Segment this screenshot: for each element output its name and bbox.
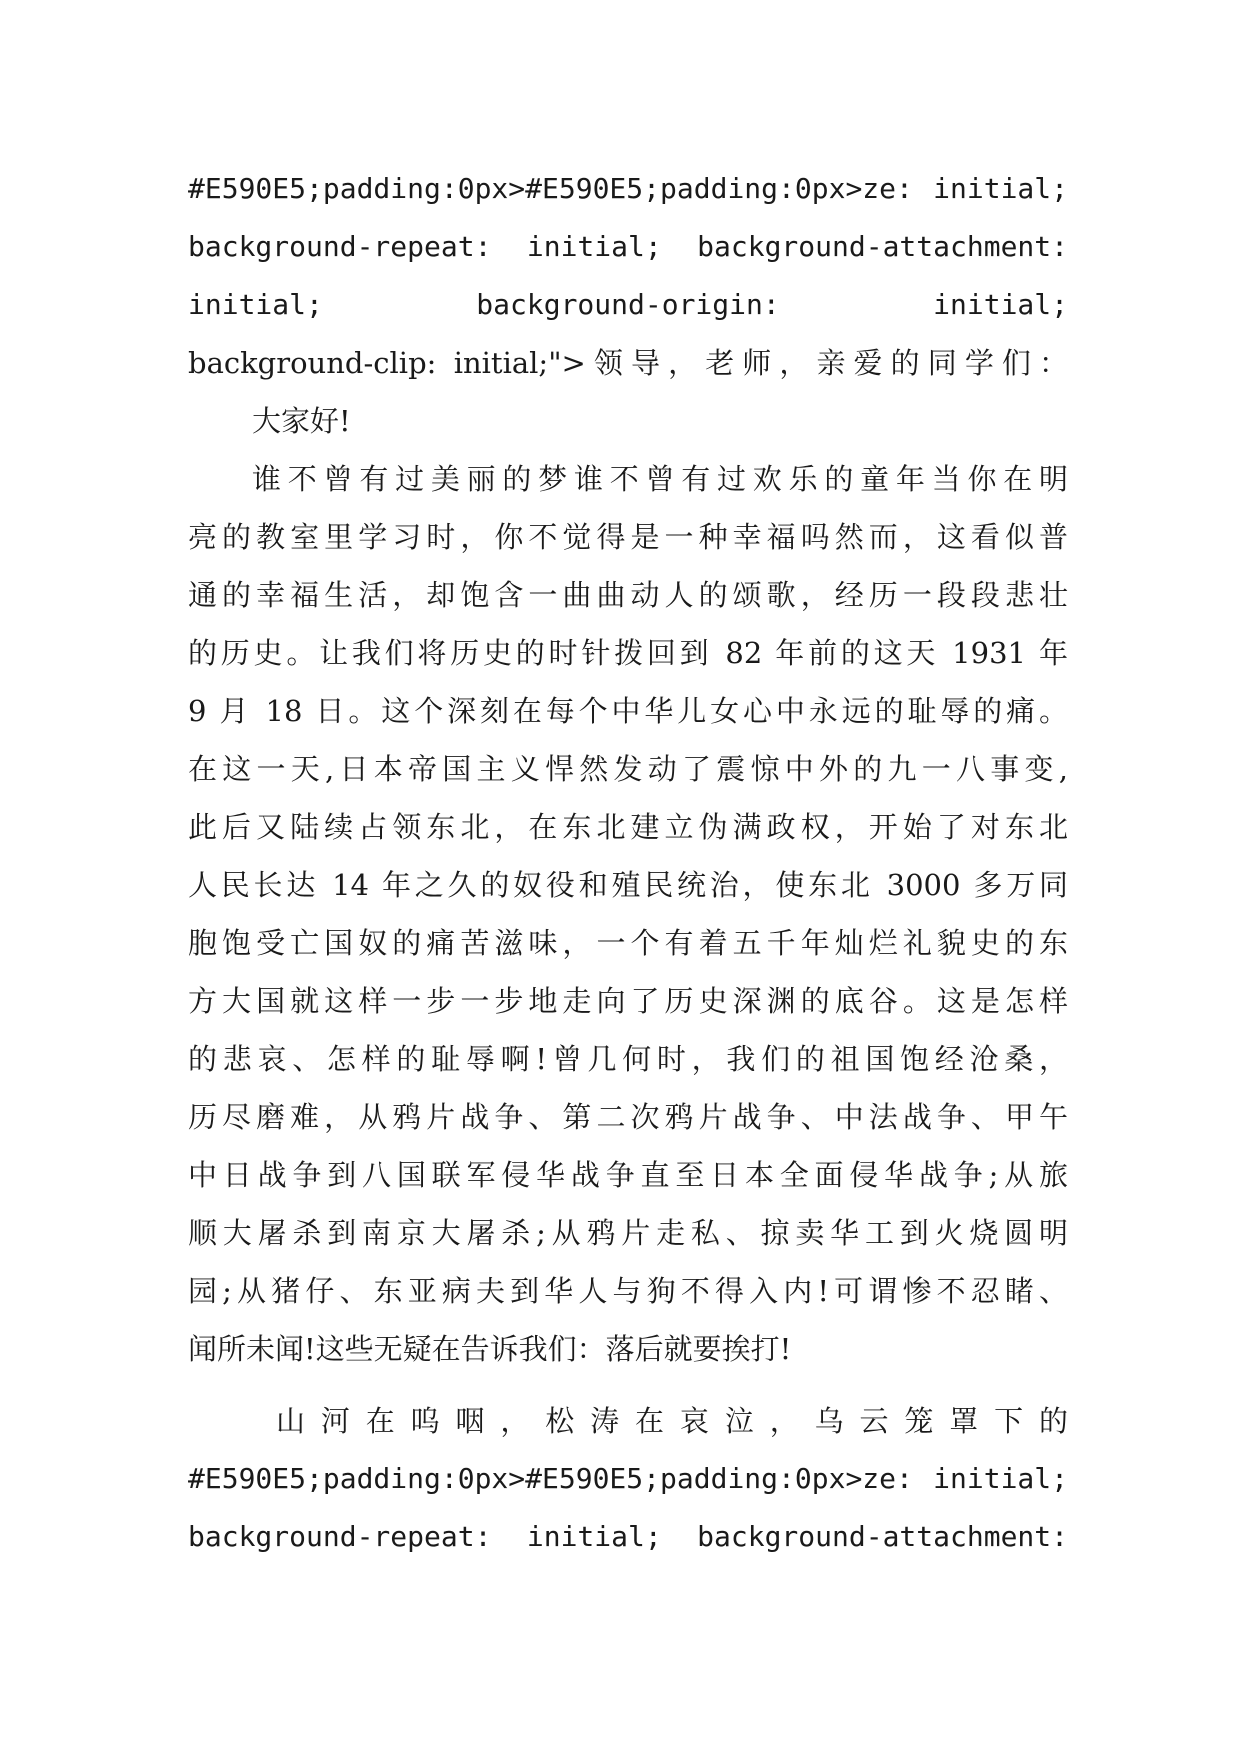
paragraph-line: 顺大屠杀到南京大屠杀;从鸦片走私、掠卖华工到火烧圆明 bbox=[188, 1216, 1068, 1250]
paragraph-line: 在这一天,日本帝国主义悍然发动了震惊中外的九一八事变, bbox=[188, 752, 1068, 786]
document-body bbox=[188, 160, 1068, 1566]
paragraph-line: 闻所未闻!这些无疑在告诉我们：落后就要挨打! bbox=[188, 1332, 792, 1366]
paragraph-line: 中日战争到八国联军侵华战争直至日本全面侵华战争;从旅 bbox=[188, 1158, 1068, 1192]
paragraph-line: 的历史。让我们将历史的时针拨回到 82 年前的这天 1931 年 bbox=[188, 636, 1068, 670]
text-line: #E590E5;padding:0px>#E590E5;padding:0px>ze: initial; bbox=[188, 172, 1068, 205]
paragraph-line: 方大国就这样一步一步地走向了历史深渊的底谷。这是怎样 bbox=[188, 984, 1068, 1018]
paragraph-line: 山 河 在 呜 咽 ， 松 涛 在 哀 泣 ， 乌 云 笼 罩 下 的 bbox=[276, 1404, 1068, 1438]
paragraph-line: 此后又陆续占领东北，在东北建立伪满政权，开始了对东北 bbox=[188, 810, 1068, 844]
salutation: 大家好! bbox=[252, 404, 351, 438]
text-line: background-repeat: initial; background-attachment: bbox=[188, 230, 1068, 263]
text-line: #E590E5;padding:0px>#E590E5;padding:0px>ze: initial; bbox=[188, 1462, 1068, 1495]
paragraph-line: 通的幸福生活，却饱含一曲曲动人的颂歌，经历一段段悲壮 bbox=[188, 578, 1068, 612]
text-line: background-repeat: initial; background-attachment: bbox=[188, 1520, 1068, 1553]
paragraph-line: 园;从猪仔、东亚病夫到华人与狗不得入内!可谓惨不忍睹、 bbox=[188, 1274, 1068, 1308]
paragraph-line: 9 月 18 日。这个深刻在每个中华儿女心中永远的耻辱的痛。 bbox=[188, 694, 1068, 728]
paragraph-line: 亮的教室里学习时，你不觉得是一种幸福吗然而，这看似普 bbox=[188, 520, 1068, 554]
greeting-line: background-clip: initial;">领导，老师，亲爱的同学们： bbox=[188, 346, 1068, 380]
paragraph-line: 历尽磨难，从鸦片战争、第二次鸦片战争、中法战争、甲午 bbox=[188, 1100, 1068, 1134]
text-line: initial; background-origin: initial; bbox=[188, 288, 1068, 321]
paragraph-line: 的悲哀、怎样的耻辱啊!曾几何时，我们的祖国饱经沧桑， bbox=[188, 1042, 1068, 1076]
paragraph-line: 谁不曾有过美丽的梦谁不曾有过欢乐的童年当你在明 bbox=[252, 462, 1068, 496]
paragraph-line: 胞饱受亡国奴的痛苦滋味，一个有着五千年灿烂礼貌史的东 bbox=[188, 926, 1068, 960]
paragraph-line: 人民长达 14 年之久的奴役和殖民统治，使东北 3000 多万同 bbox=[188, 868, 1068, 902]
